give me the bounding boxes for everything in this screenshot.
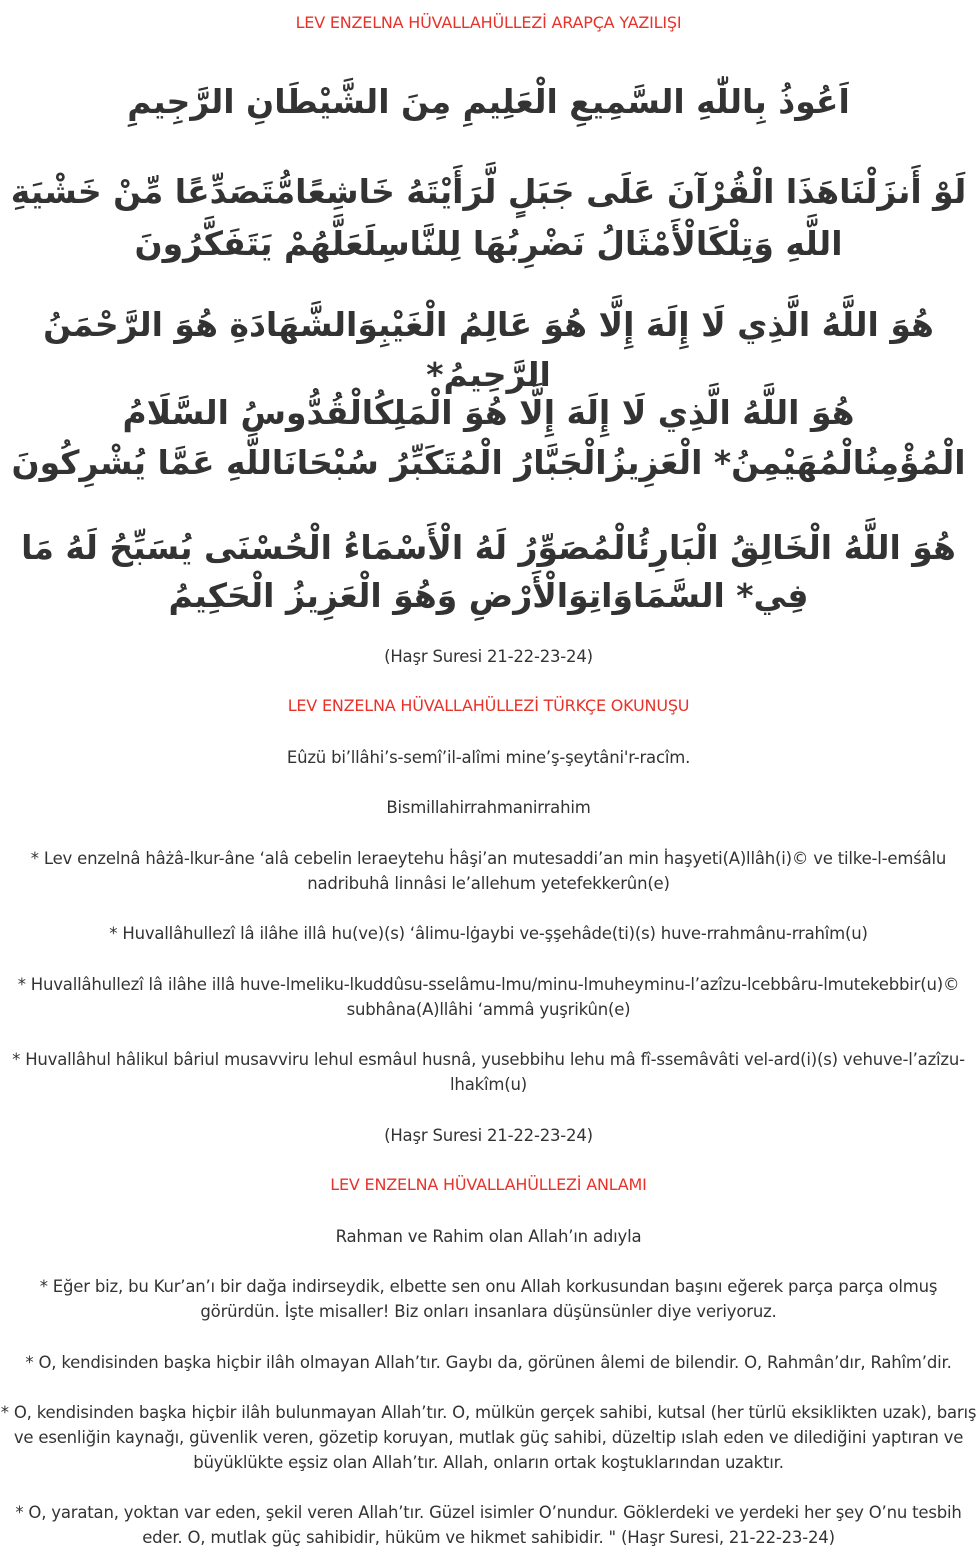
section-heading-meaning: LEV ENZELNA HÜVALLAHÜLLEZİ ANLAMI [330, 1175, 647, 1194]
turkish-verse-23: * Huvallâhullezî lâ ilâhe illâ huve-lmeliku-lkuddûsu-sselâmu-lmu/minu-lmuheyminu-l’azîzu-lcebbâru-lmutekebbir(u)© subhâna(A)llâhi ‘ammâ yuşrikûn(e) [17, 975, 960, 1019]
meaning-verse-23: * O, kendisinden başka hiçbir ilâh bulunmayan Allah’tır. O, mülkün gerçek sahibi, kutsal (her türlü eksiklikten uzak), barış ve esenliğin kaynağı, güvenlik veren, gözetip koruyan, mutlak güç sahibi, düzeltip ıslah eden ve dilediğini yaptıran ve büyüklükte eşsiz olan Allah’tır. Allah, onların ortak koştuklarından uzaktır. [0, 1403, 977, 1472]
arabic-verse-23: هُوَ اللَّهُ الَّذِي لَا إِلَهَ إِلَّا هُوَ الْمَلِكُالْقُدُّوسُ السَّلَامُ الْمُؤْمِنُالْمُهَيْمِنُ* الْعَزِيزُالْجَبَّارُ الْمُتَكَبِّرُ سُبْحَانَاللَّهِ عَمَّا يُشْرِكُونَ [11, 393, 966, 482]
section-heading-turkish: LEV ENZELNA HÜVALLAHÜLLEZİ TÜRKÇE OKUNUŞU [287, 696, 690, 715]
arabic-source-reference: (Haşr Suresi 21-22-23-24) [384, 647, 593, 666]
meaning-verse-22: * O, kendisinden başka hiçbir ilâh olmayan Allah’tır. Gaybı da, görünen âlemi de bilendir. O, Rahmân’dır, Rahîm’dir. [25, 1353, 952, 1372]
arabic-verse-24: هُوَ اللَّهُ الْخَالِقُ الْبَارِئُالْمُصَوِّرُ لَهُ الْأَسْمَاءُ الْحُسْنَى يُسَبِّحُ لَهُ مَا فِي* السَّمَاوَاتِوَالْأَرْضِ وَهُوَ الْعَزِيزُ الْحَكِيمُ [21, 528, 956, 615]
turkish-verse-24: * Huvallâhul hâlikul bâriul musavviru lehul esmâul husnâ, yusebbihu lehu mâ fî-ssemâvâti vel-ard(i)(s) vehuve-l’azîzu-lhakîm(u) [12, 1050, 965, 1094]
turkish-source-reference: (Haşr Suresi 21-22-23-24) [384, 1126, 593, 1145]
meaning-verse-24: * O, yaratan, yoktan var eden, şekil veren Allah’tır. Güzel isimler O’nundur. Göklerdeki ve yerdeki her şey O’nu tesbih eder. O, mutlak güç sahibidir, hüküm ve hikmet sahibidir. " (Haşr Suresi, 21-22-23-24) [15, 1503, 962, 1547]
turkish-verse-22: * Huvallâhullezî lâ ilâhe illâ hu(ve)(s) ‘âlimu-lġaybi ve-şşehâde(ti)(s) huve-rrahmânu-rrahîm(u) [109, 924, 868, 943]
meaning-verse-21: * Eğer biz, bu Kur’an’ı bir dağa indirseydik, elbette sen onu Allah korkusundan başını eğerek parça parça olmuş görürdün. İşte misaller! Biz onları insanlara düşünsünler diye veriyoruz. [39, 1277, 938, 1321]
turkish-verse-21: * Lev enzelnâ hâżâ-lkur-âne ‘alâ cebelin leraeytehu ḣâşi’an mutesaddi’an min ḣaşyeti(A)llâh(i)© ve tilke-l-emśâlu nadribuhâ linnâsi le’allehum yetefekkerûn(e) [30, 849, 947, 893]
meaning-besmele: Rahman ve Rahim olan Allah’ın adıyla [335, 1227, 642, 1246]
turkish-besmele: Bismillahirrahmanirrahim [386, 798, 591, 817]
section-heading-arabic: LEV ENZELNA HÜVALLAHÜLLEZİ ARAPÇA YAZILIŞI [295, 13, 682, 32]
arabic-verse-21: لَوْ أَنزَلْنَاهَذَا الْقُرْآنَ عَلَى جَبَلٍ لَّرَأَيْتَهُ خَاشِعًامُّتَصَدِّعًا مِّنْ خَشْيَةِ اللَّهِ وَتِلْكَالْأَمْثَالُ نَضْرِبُهَا لِلنَّاسِلَعَلَّهُمْ يَتَفَكَّرُونَ [10, 172, 967, 263]
arabic-istiaze: اَعُوذُ بِاللّٰهِ السَّمِيعِ الْعَلِيمِ مِنَ الشَّيْطَانِ الرَّجِيمِ [127, 82, 850, 121]
arabic-verse-22: هُوَ اللَّهُ الَّذِي لَا إِلَهَ إِلَّا هُوَ عَالِمُ الْغَيْبِوَالشَّهَادَةِ هُوَ الرَّحْمَنُ الرَّحِيمُ* [43, 305, 934, 394]
turkish-istiaze: Eûzü bi’llâhi’s-semî’il-alîmi mine’ş-şeytâni'r-racîm. [286, 748, 691, 767]
